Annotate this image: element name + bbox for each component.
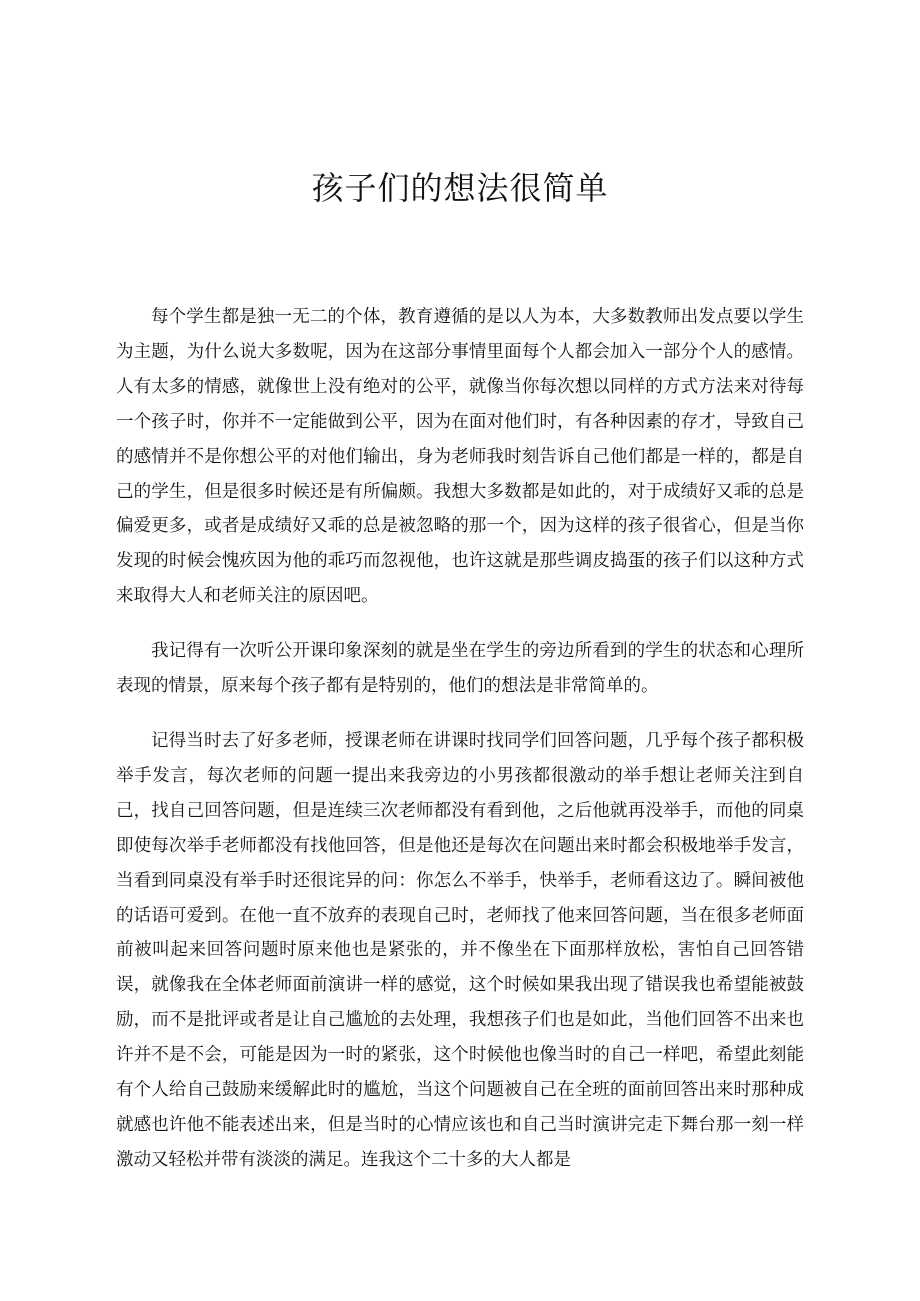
document-title: 孩子们的想法很简单 [311, 169, 609, 207]
document-body [116, 300, 804, 1198]
paragraph-3: 记得当时去了好多老师，授课老师在讲课时找同学们回答问题，几乎每个孩子都积极举手发言，每次老师的问题一提出来我旁边的小男孩都很激动的举手想让老师关注到自己，找自己回答问题，但是连续三次老师都没有看到他，之后他就再没举手，而他的同桌即使每次举手老师都没有找他回答，但是他还是每次在问题出来时都会积极地举手发言，当看到同桌没有举手时还很诧异的问：你怎么不举手，快举手，老师看这边了。瞬间被他的话语可爱到。在他一直不放弃的表现自己时，老师找了他来回答问题，当在很多老师面前被叫起来回答问题时原来他也是紧张的，并不像坐在下面那样放松，害怕自己回答错误，就像我在全体老师面前演讲一样的感觉，这个时候如果我出现了错误我也希望能被鼓励，而不是批评或者是让自己尴尬的去处理，我想孩子们也是如此，当他们回答不出来也许并不是不会，可能是因为一时的紧张，这个时候他也像当时的自己一样吧，希望此刻能有个人给自己鼓励来缓解此时的尴尬，当这个问题被自己在全班的面前回答出来时那种成就感也许他不能表述出来，但是当时的心情应该也和自己当时演讲完走下舞台那一刻一样激动又轻松并带有淡淡的满足。连我这个二十多的大人都是 [116, 730, 804, 1170]
paragraph-1: 每个学生都是独一无二的个体，教育遵循的是以人为本，大多数教师出发点要以学生为主题，为什么说大多数呢，因为在这部分事情里面每个人都会加入一部分个人的感情。人有太多的情感，就像世上没有绝对的公平，就像当你每次想以同样的方式方法来对待每一个孩子时，你并不一定能做到公平，因为在面对他们时，有各种因素的存才，导致自己的感情并不是你想公平的对他们输出，身为老师我时刻告诉自己他们都是一样的，都是自己的学生，但是很多时候还是有所偏颇。我想大多数都是如此的，对于成绩好又乖的总是偏爱更多，或者是成绩好又乖的总是被忽略的那一个，因为这样的孩子很省心，但是当你发现的时候会愧疚因为他的乖巧而忽视他，也许这就是那些调皮捣蛋的孩子们以这种方式来取得大人和老师关注的原因吧。 [116, 307, 804, 607]
paragraph-2: 我记得有一次听公开课印象深刻的就是坐在学生的旁边所看到的学生的状态和心理所表现的情景，原来每个孩子都有是特别的，他们的想法是非常简单的。 [116, 641, 804, 697]
